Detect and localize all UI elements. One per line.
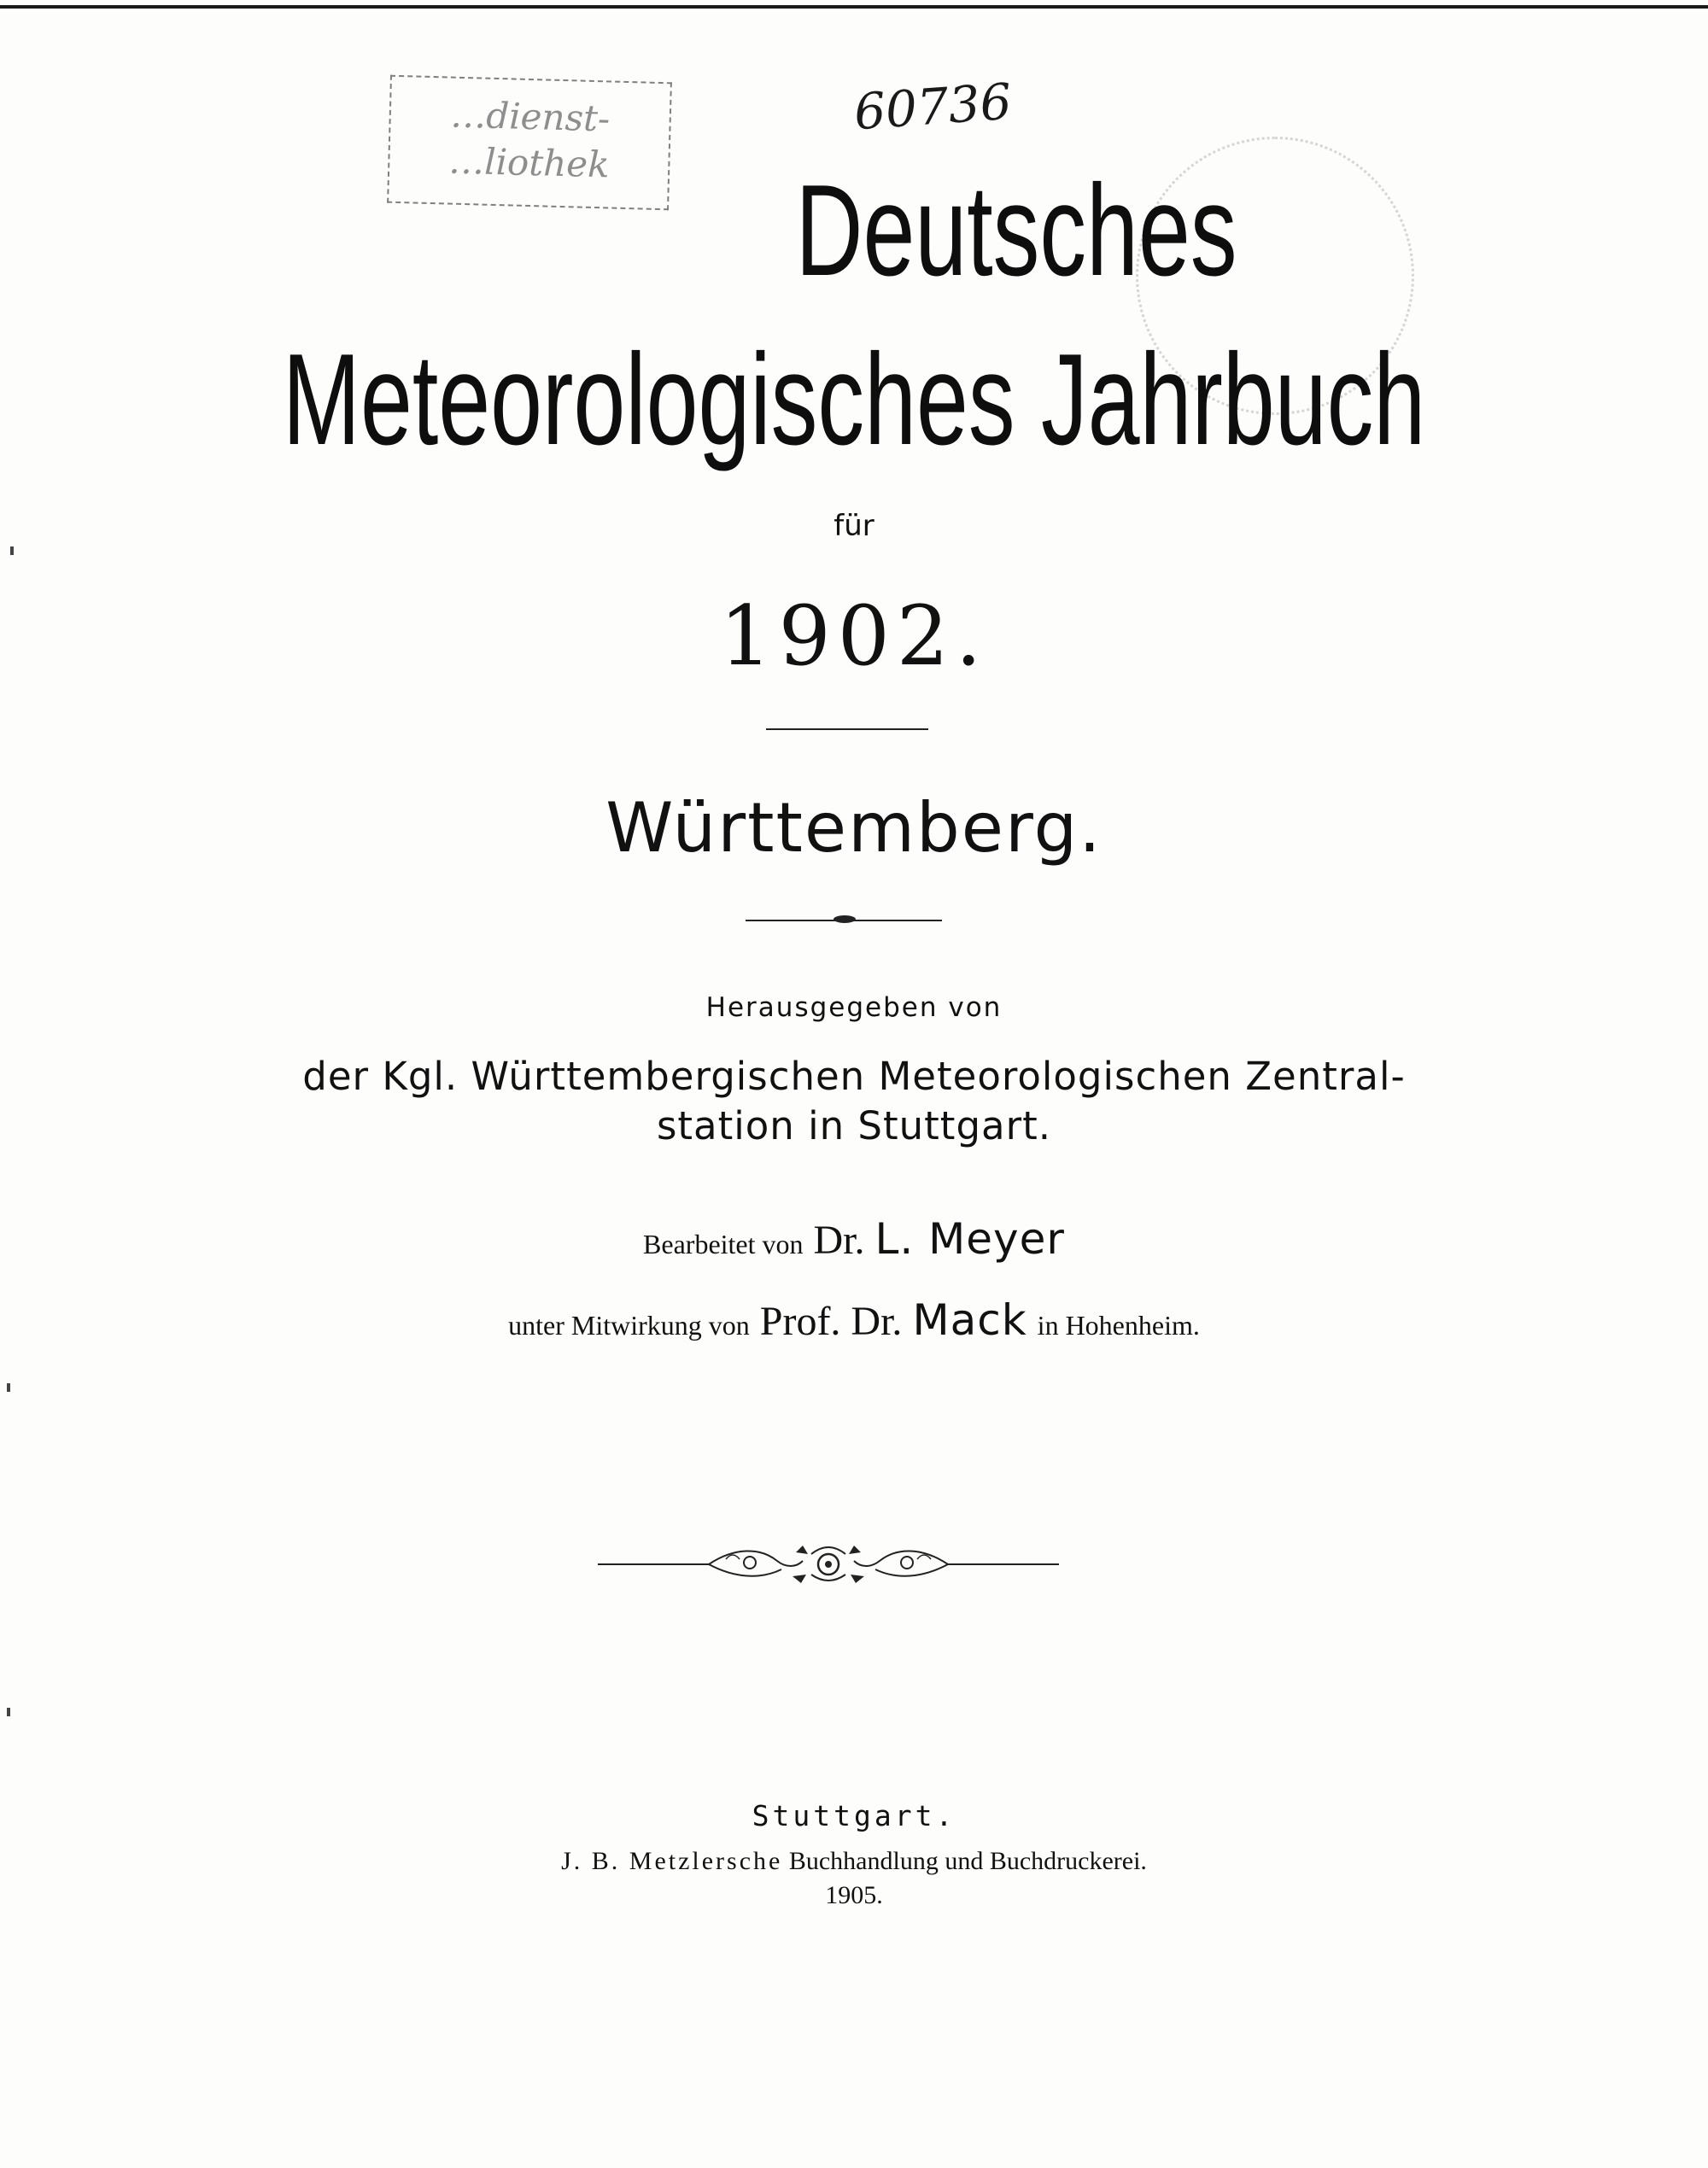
editor-line-2: station in Stuttgart. [656, 1103, 1052, 1148]
contributor-title: Prof. Dr. [759, 1299, 903, 1344]
stamp-line-2: …liothek [447, 139, 611, 186]
top-border-rule [0, 5, 1708, 9]
publisher-line [0, 1844, 1708, 1879]
publication-year: 1905. [825, 1881, 883, 1909]
contributor-prefix: unter Mitwirkung von [508, 1310, 750, 1341]
publication-city: Stuttgart. [752, 1799, 956, 1832]
decorative-flourish-icon [598, 1537, 1059, 1588]
title-line-2: Meteorologisches Jahrbuch [282, 327, 1426, 472]
handwritten-shelfmark: 60736 [851, 72, 1014, 142]
scan-speck [10, 546, 14, 555]
title-year: 1902. [719, 588, 989, 684]
title-fuer: für [834, 509, 874, 543]
contributor-line [0, 1294, 1708, 1357]
edited-by-prefix: Bearbeitet von [643, 1229, 804, 1259]
scan-speck [7, 1708, 10, 1716]
editor-intro: Herausgegeben von [705, 992, 1003, 1023]
publisher-name: J. B. Metzlersche [561, 1847, 783, 1875]
edited-by-title: Dr. [813, 1218, 865, 1263]
region-name: Württemberg. [605, 788, 1103, 868]
publisher-rest: Buchhandlung und Buchdruckerei. [788, 1847, 1147, 1875]
contributor-location: in Hohenheim. [1037, 1310, 1200, 1341]
divider-rule [766, 728, 928, 730]
stamp-line-1: …dienst- [449, 93, 611, 140]
edited-by-line [0, 1211, 1708, 1278]
contributor-name: Mack [912, 1295, 1027, 1345]
title-line-1: Deutsches [795, 158, 1237, 303]
editor-line-1: der Kgl. Württembergischen Meteorologischen Zentral- [302, 1054, 1406, 1099]
edited-by-name: L. Meyer [874, 1214, 1065, 1264]
divider-dot [834, 915, 856, 923]
scan-speck [7, 1383, 10, 1392]
